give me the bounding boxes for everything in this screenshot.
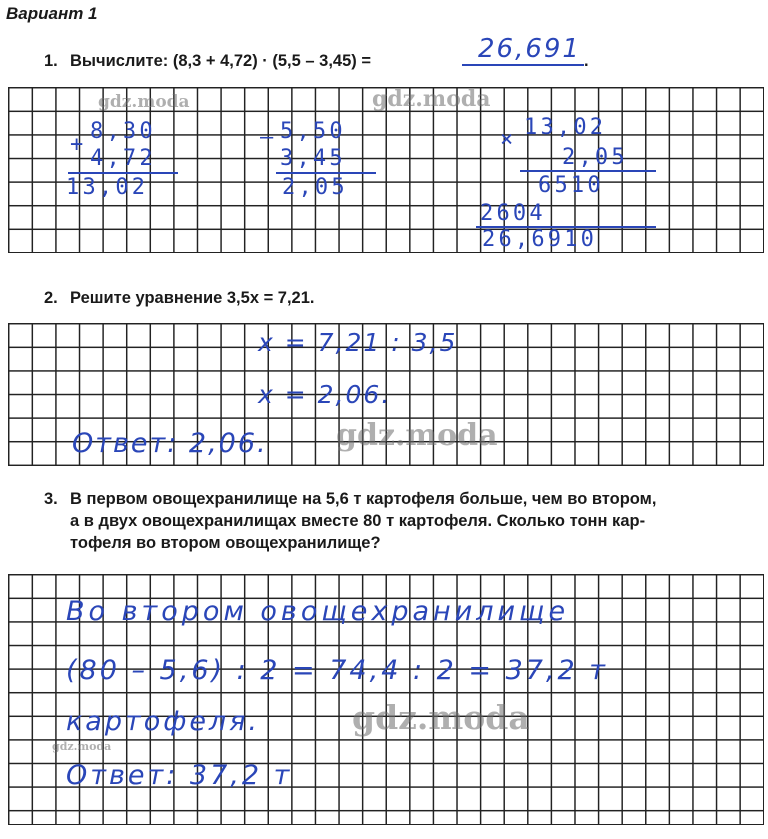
task-1-col3-line1 — [520, 170, 656, 172]
task-1-col2-result: 2,05 — [282, 175, 348, 200]
watermark-small: gdz.moda — [52, 740, 112, 753]
task-3-text-line1: 3. В первом овощехранилище на 5,6 т картофеля больше, чем во втором, — [44, 490, 657, 508]
task-1-col2-row1: 5,50 — [280, 119, 346, 144]
task-3-line4: Ответ: 37,2 т — [66, 760, 293, 791]
task-1-col3-sign: × — [500, 127, 517, 152]
task-2-number: 2. — [44, 289, 58, 307]
task-1-answer-underline — [462, 64, 584, 66]
task-3-line2: (80 – 5,6) : 2 = 74,4 : 2 = 37,2 т — [66, 655, 609, 686]
task-1-col3-partial1: 6510 — [538, 173, 604, 198]
task-1-col1-result: 13,02 — [66, 175, 149, 200]
task-1-answer: 26,691 — [478, 34, 581, 64]
task-2-statement — [44, 287, 315, 309]
task-3-line1: Во втором овощехранилище — [66, 596, 570, 627]
task-1-col3-partial2: 2604 — [480, 201, 546, 226]
task-2-line1: x = 7,21 : 3,5 — [258, 328, 458, 357]
task-1-col2-line — [276, 172, 376, 174]
task-3-statement — [44, 488, 656, 554]
task-1-col3-row1: 13,02 — [524, 115, 607, 140]
task-3-line3: картофеля. — [66, 706, 261, 737]
task-1-period: . — [584, 52, 589, 70]
task-1-col1-row2: 4,72 — [90, 146, 156, 171]
task-1-col1-row1: 8,30 — [90, 119, 156, 144]
task-1-statement — [44, 50, 371, 72]
task-1-col3-result: 26,6910 — [482, 227, 598, 252]
task-3-number: 3. — [44, 490, 58, 508]
task-1-col1-line — [68, 172, 178, 174]
task-1-col2-row2: 3,45 — [280, 146, 346, 171]
task-2-line2: x = 2,06. — [258, 380, 392, 409]
task-1-col3-row2: 2,05 — [562, 145, 628, 170]
task-3-text-line3: тофеля во втором овощехранилище? — [70, 534, 381, 552]
task-3-text-line2: а в двух овощехранилищах вместе 80 т картофеля. Сколько тонн кар- — [70, 512, 646, 530]
task-1-text: Вычислите: (8,3 + 4,72) · (5,5 – 3,45) = — [70, 52, 371, 70]
task-1-col2-sign: – — [260, 125, 277, 150]
task-2-text: Решите уравнение 3,5x = 7,21. — [70, 289, 315, 307]
variant-title: Вариант 1 — [6, 4, 98, 23]
watermark-top-center: gdz.moda — [372, 86, 491, 112]
watermark-top-left: gdz.moda — [98, 92, 190, 112]
watermark-bottom: gdz.moda — [352, 698, 530, 737]
watermark-middle: gdz.moda — [336, 418, 498, 453]
task-2-line3: Ответ: 2,06. — [72, 428, 268, 459]
task-1-col1-sign: + — [70, 132, 87, 157]
task-1-number: 1. — [44, 52, 58, 70]
